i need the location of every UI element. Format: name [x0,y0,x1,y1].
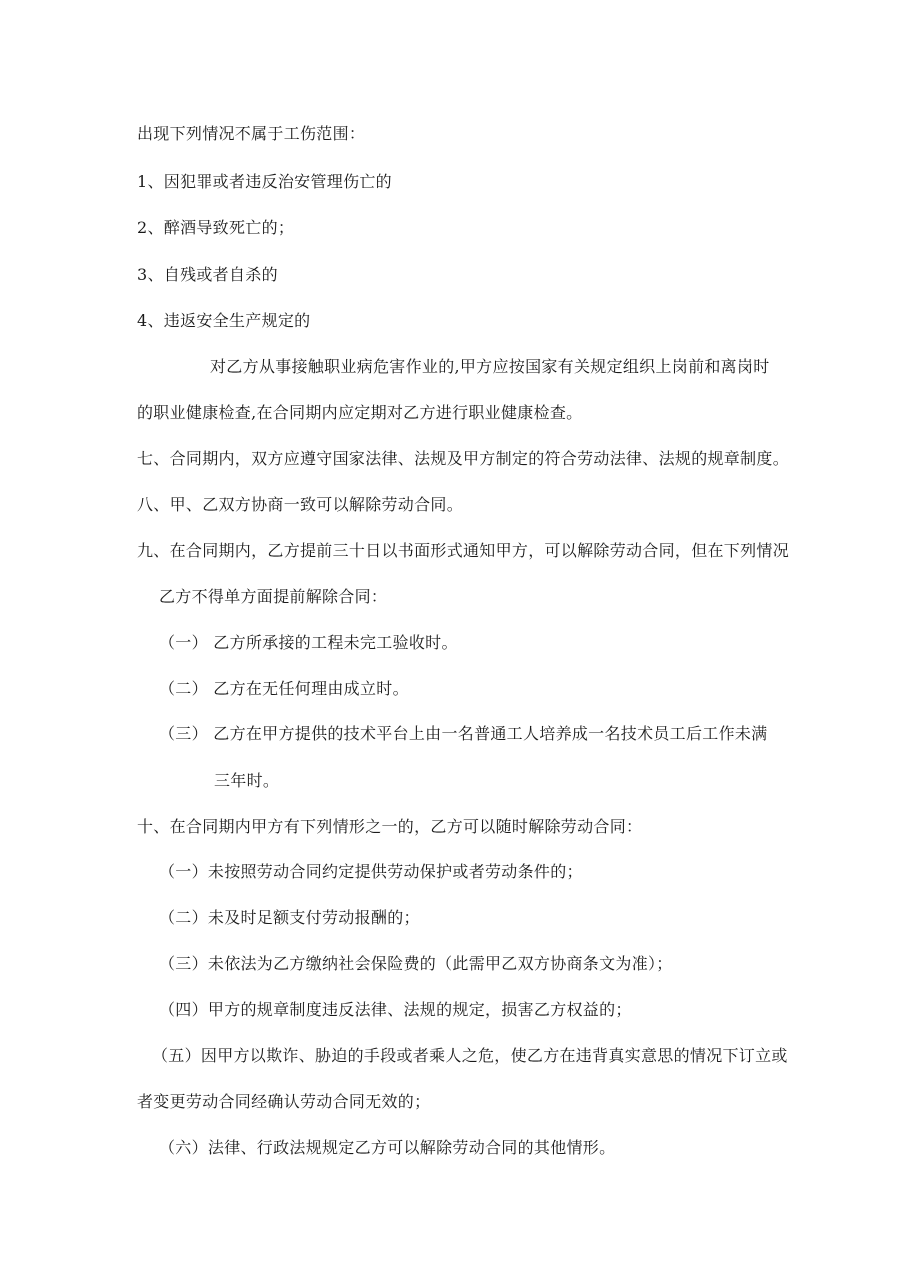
text-line: （一）未按照劳动合同约定提供劳动保护或者劳动条件的； [159,862,583,881]
text-line: （一） 乙方所承接的工程未完工验收时。 [159,633,458,652]
text-line: 三年时。 [214,771,280,790]
text-line: （二） 乙方在无任何理由成立时。 [159,679,409,698]
text-line: 对乙方从事接触职业病危害作业的,甲方应按国家有关规定组织上岗前和离岗时 [210,357,770,376]
text-line: （三）未依法为乙方缴纳社会保险费的（此需甲乙双方协商条文为准）； [159,954,673,973]
text-line: 十、在合同期内甲方有下列情形之一的，乙方可以随时解除劳动合同： [137,817,643,836]
text-line: 2、醉酒导致死亡的； [137,218,295,237]
text-line: 八、甲、乙双方协商一致可以解除劳动合同。 [137,495,464,514]
text-line: 的职业健康检查,在合同期内应定期对乙方进行职业健康检查。 [137,403,583,422]
text-line: 1、因犯罪或者违反治安管理伤亡的 [137,172,392,191]
text-line: （二）未及时足额支付劳动报酬的； [159,908,420,927]
text-line: 七、合同期内，双方应遵守国家法律、法规及甲方制定的符合劳动法律、法规的规章制度。 [137,449,790,468]
text-line: 出现下列情况不属于工伤范围： [137,124,366,143]
text-line: 4、违返安全生产规定的 [137,311,311,330]
text-line: 3、自残或者自杀的 [137,265,278,284]
text-line: 乙方不得单方面提前解除合同： [159,587,388,606]
text-line: （五）因甲方以欺诈、胁迫的手段或者乘人之危，使乙方在违背真实意思的情况下订立或 [152,1046,788,1065]
text-line: （四）甲方的规章制度违反法律、法规的规定，损害乙方权益的； [159,1000,632,1019]
text-line: 九、在合同期内，乙方提前三十日以书面形式通知甲方，可以解除劳动合同，但在下列情况 [137,541,790,560]
text-line: 者变更劳动合同经确认劳动合同无效的； [137,1092,431,1111]
text-line: （六）法律、行政法规规定乙方可以解除劳动合同的其他情形。 [159,1138,616,1157]
text-line: （三） 乙方在甲方提供的技术平台上由一名普通工人培养成一名技术员工后工作未满 [159,724,768,743]
